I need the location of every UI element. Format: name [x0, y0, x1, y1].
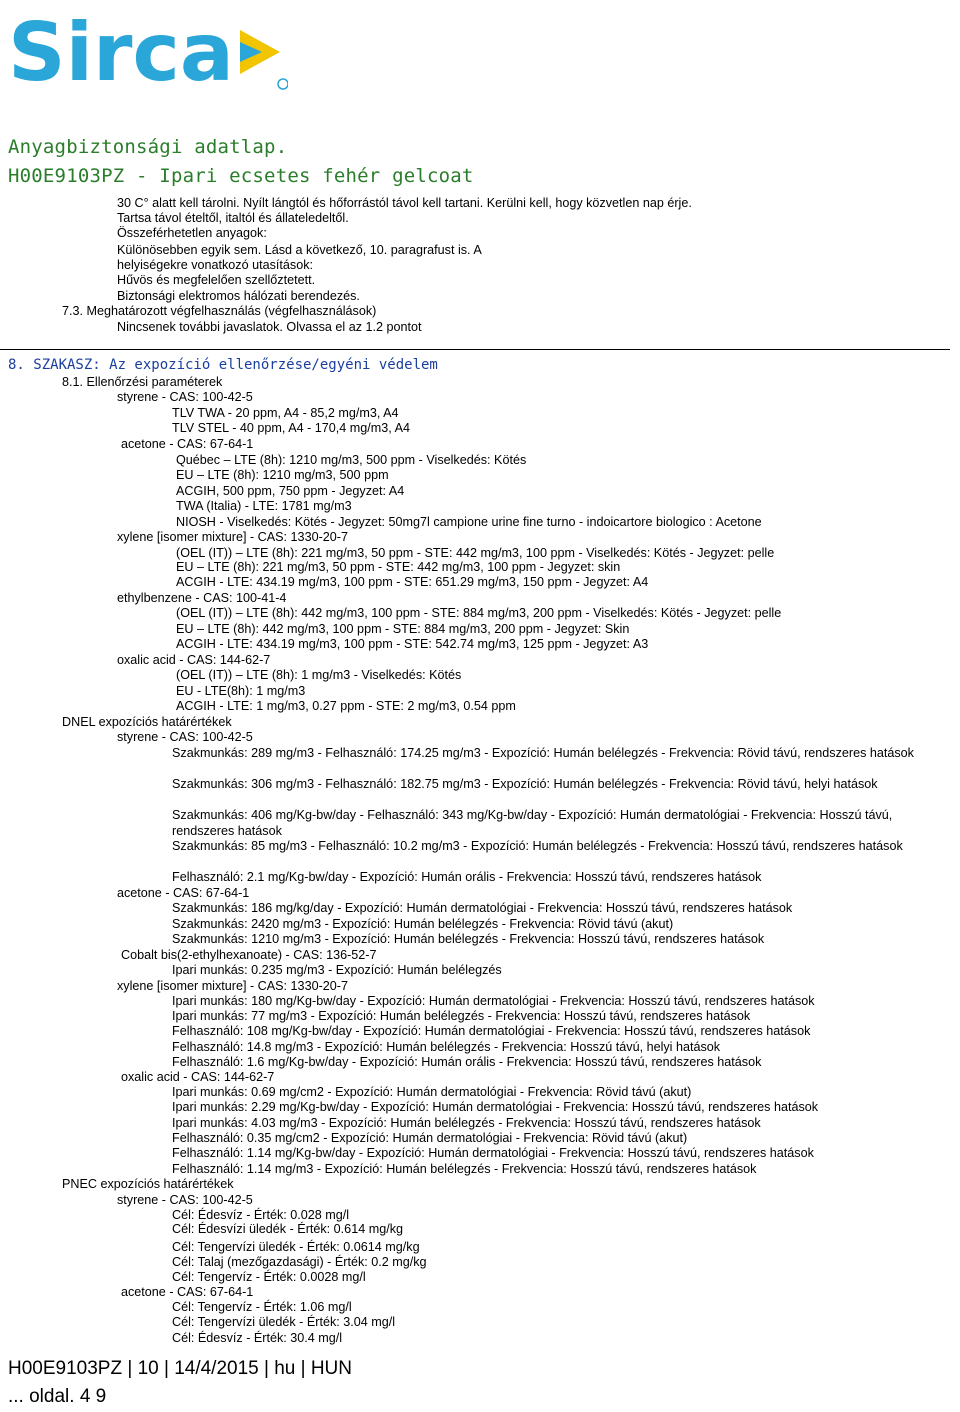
- pnec-value: Cél: Talaj (mezőgazdasági) - Érték: 0.2 mg/kg: [172, 1255, 427, 1269]
- footer-document-info: H00E9103PZ | 10 | 14/4/2015 | hu | HUN: [8, 1358, 353, 1379]
- substance-name: Cobalt bis(2-ethylhexanoate) - CAS: 136-52-7: [121, 948, 377, 962]
- dnel-value: Felhasználó: 0.35 mg/cm2 - Expozíció: Humán dermatológiai - Frekvencia: Rövid távú (akut): [172, 1131, 688, 1145]
- limit-value: EU - LTE(8h): 1 mg/m3: [176, 684, 306, 698]
- dnel-value: Felhasználó: 1.6 mg/Kg-bw/day - Expozíció: Humán orális - Frekvencia: Hosszú távú, rendszeres hatások: [172, 1055, 762, 1069]
- pnec-value: Cél: Tengervíz - Érték: 1.06 mg/l: [172, 1300, 352, 1314]
- dnel-value: Szakmunkás: 306 mg/m3 - Felhasználó: 182.75 mg/m3 - Expozíció: Humán belélegzés - Frekvencia: Rövid távú, helyi hatások: [172, 777, 878, 791]
- dnel-value: Felhasználó: 1.14 mg/m3 - Expozíció: Humán belélegzés - Frekvencia: Hosszú távú, rendszeres hatások: [172, 1162, 757, 1176]
- limit-value: TLV TWA - 20 ppm, A4 - 85,2 mg/m3, A4: [172, 406, 399, 420]
- substance-name: ethylbenzene - CAS: 100-41-4: [117, 591, 287, 605]
- storage-line: Nincsenek további javaslatok. Olvassa el az 1.2 pontot: [117, 320, 422, 334]
- limit-value: EU – LTE (8h): 442 mg/m3, 100 ppm - STE: 884 mg/m3, 200 ppm - Jegyzet: Skin: [176, 622, 630, 636]
- limit-value: NIOSH - Viselkedés: Kötés - Jegyzet: 50mg7l campione urine fine turno - indoicartore biologico : Acetone: [176, 515, 762, 529]
- storage-line: Biztonsági elektromos hálózati berendezés.: [117, 289, 360, 303]
- limit-value: ACGIH - LTE: 434.19 mg/m3, 100 ppm - STE: 542.74 mg/m3, 125 ppm - Jegyzet: A3: [176, 637, 649, 651]
- section-divider: [0, 349, 950, 350]
- sirca-logo: [8, 8, 288, 92]
- logo-text: Sirca: [8, 8, 234, 92]
- substance-name: acetone - CAS: 67-64-1: [121, 1285, 254, 1299]
- dnel-value: Szakmunkás: 186 mg/kg/day - Expozíció: Humán dermatológiai - Frekvencia: Hosszú távú, rendszeres hatások: [172, 901, 793, 915]
- subsection-heading: DNEL expozíciós határértékek: [62, 715, 232, 729]
- dnel-value: Ipari munkás: 180 mg/Kg-bw/day - Expozíció: Humán dermatológiai - Frekvencia: Hosszú távú, rendszeres hatások: [172, 994, 815, 1008]
- pnec-value: Cél: Tengervízi üledék - Érték: 3.04 mg/l: [172, 1315, 396, 1329]
- dnel-value: Szakmunkás: 1210 mg/m3 - Expozíció: Humán belélegzés - Frekvencia: Hosszú távú, rendszeres hatások: [172, 932, 765, 946]
- substance-name: xylene [isomer mixture] - CAS: 1330-20-7: [117, 530, 348, 544]
- substance-name: styrene - CAS: 100-42-5: [117, 390, 253, 404]
- pnec-value: Cél: Tengervízi üledék - Érték: 0.0614 mg/kg: [172, 1240, 420, 1254]
- substance-name: acetone - CAS: 67-64-1: [121, 437, 254, 451]
- dnel-value: Ipari munkás: 0.69 mg/cm2 - Expozíció: Humán dermatológiai - Frekvencia: Rövid távú (akut): [172, 1085, 692, 1099]
- storage-line: Különösebben egyik sem. Lásd a következő, 10. paragrafust is. A: [117, 243, 482, 257]
- dnel-value: Szakmunkás: 406 mg/Kg-bw/day - Felhasználó: 343 mg/Kg-bw/day - Expozíció: Humán dermatológiai - Frekvencia: Hosszú távú, rendszeres hatások: [172, 808, 893, 838]
- logo-mark-icon: [240, 30, 288, 89]
- document-type-title: Anyagbiztonsági adatlap.: [8, 136, 288, 158]
- dnel-value: Szakmunkás: 2420 mg/m3 - Expozíció: Humán belélegzés - Frekvencia: Rövid távú (akut): [172, 917, 674, 931]
- substance-name: xylene [isomer mixture] - CAS: 1330-20-7: [117, 979, 348, 993]
- dnel-value: Ipari munkás: 77 mg/m3 - Expozíció: Humán belélegzés - Frekvencia: Hosszú távú, rendszeres hatások: [172, 1009, 751, 1023]
- dnel-value: Ipari munkás: 4.03 mg/m3 - Expozíció: Humán belélegzés - Frekvencia: Hosszú távú, rendszeres hatások: [172, 1116, 761, 1130]
- substance-name: oxalic acid - CAS: 144-62-7: [121, 1070, 275, 1084]
- pnec-value: Cél: Tengervíz - Érték: 0.0028 mg/l: [172, 1270, 366, 1284]
- substance-name: oxalic acid - CAS: 144-62-7: [117, 653, 271, 667]
- limit-value: EU – LTE (8h): 221 mg/m3, 50 ppm - STE: 442 mg/m3, 100 ppm - Jegyzet: skin: [176, 560, 621, 574]
- storage-line: Összeférhetetlen anyagok:: [117, 226, 267, 240]
- storage-line: Tartsa távol ételtől, italtól és állateledeltől.: [117, 211, 349, 225]
- storage-line: Hűvös és megfelelően szellőztetett.: [117, 273, 316, 287]
- dnel-value: Szakmunkás: 289 mg/m3 - Felhasználó: 174.25 mg/m3 - Expozíció: Humán belélegzés - Frekvencia: Rövid távú, rendszeres hatások: [172, 746, 914, 760]
- storage-line: 30 C° alatt kell tárolni. Nyílt lángtól és hőforrástól távol kell tartani. Kerülni kell, hogy közvetlen nap érje.: [117, 196, 692, 210]
- dnel-value: Felhasználó: 14.8 mg/m3 - Expozíció: Humán belélegzés - Frekvencia: Hosszú távú, helyi hatások: [172, 1040, 721, 1054]
- limit-value: TLV STEL - 40 ppm, A4 - 170,4 mg/m3, A4: [172, 421, 410, 435]
- limit-value: (OEL (IT)) – LTE (8h): 1 mg/m3 - Viselkedés: Kötés: [176, 668, 462, 682]
- subsection-heading: PNEC expozíciós határértékek: [62, 1177, 234, 1191]
- footer-page-info: ... oldal. 4 9: [8, 1386, 107, 1407]
- section-8-title: 8. SZAKASZ: Az expozíció ellenőrzése/egyéni védelem: [8, 357, 438, 373]
- dnel-value: Szakmunkás: 85 mg/m3 - Felhasználó: 10.2 mg/m3 - Expozíció: Humán belélegzés - Frekvencia: Hosszú távú, rendszeres hatások: [172, 839, 903, 853]
- limit-value: TWA (Italia) - LTE: 1781 mg/m3: [176, 499, 352, 513]
- limit-value: EU – LTE (8h): 1210 mg/m3, 500 ppm: [176, 468, 389, 482]
- substance-name: styrene - CAS: 100-42-5: [117, 730, 253, 744]
- limit-value: Québec – LTE (8h): 1210 mg/m3, 500 ppm - Viselkedés: Kötés: [176, 453, 527, 467]
- pnec-value: Cél: Édesvízi üledék - Érték: 0.614 mg/kg: [172, 1222, 403, 1236]
- limit-value: ACGIH - LTE: 434.19 mg/m3, 100 ppm - STE: 651.29 mg/m3, 150 ppm - Jegyzet: A4: [176, 575, 649, 589]
- limit-value: ACGIH - LTE: 1 mg/m3, 0.27 ppm - STE: 2 mg/m3, 0.54 ppm: [176, 699, 516, 713]
- pnec-value: Cél: Édesvíz - Érték: 30.4 mg/l: [172, 1331, 343, 1345]
- storage-line: helyiségekre vonatkozó utasítások:: [117, 258, 314, 272]
- limit-value: (OEL (IT)) – LTE (8h): 442 mg/m3, 100 ppm - STE: 884 mg/m3, 200 ppm - Viselkedés: Kötés - Jegyzet: pelle: [176, 606, 782, 620]
- product-title: H00E9103PZ - Ipari ecsetes fehér gelcoat: [8, 165, 474, 187]
- substance-name: acetone - CAS: 67-64-1: [117, 886, 250, 900]
- subsection-heading: 8.1. Ellenőrzési paraméterek: [62, 375, 223, 389]
- limit-value: (OEL (IT)) – LTE (8h): 221 mg/m3, 50 ppm - STE: 442 mg/m3, 100 ppm - Viselkedés: Kötés - Jegyzet: pelle: [176, 546, 775, 560]
- dnel-value: Ipari munkás: 0.235 mg/m3 - Expozíció: Humán belélegzés: [172, 963, 502, 977]
- dnel-value: Felhasználó: 108 mg/Kg-bw/day - Expozíció: Humán dermatológiai - Frekvencia: Hosszú távú, rendszeres hatások: [172, 1024, 811, 1038]
- dnel-value: Ipari munkás: 2.29 mg/Kg-bw/day - Expozíció: Humán dermatológiai - Frekvencia: Hosszú távú, rendszeres hatások: [172, 1100, 819, 1114]
- pnec-value: Cél: Édesvíz - Érték: 0.028 mg/l: [172, 1208, 350, 1222]
- subsection-heading: 7.3. Meghatározott végfelhasználás (végfelhasználások): [62, 304, 377, 318]
- dnel-value: Felhasználó: 1.14 mg/Kg-bw/day - Expozíció: Humán dermatológiai - Frekvencia: Hosszú távú, rendszeres hatások: [172, 1146, 814, 1160]
- limit-value: ACGIH, 500 ppm, 750 ppm - Jegyzet: A4: [176, 484, 405, 498]
- dnel-value: Felhasználó: 2.1 mg/Kg-bw/day - Expozíció: Humán orális - Frekvencia: Hosszú távú, rendszeres hatások: [172, 870, 762, 884]
- substance-name: styrene - CAS: 100-42-5: [117, 1193, 253, 1207]
